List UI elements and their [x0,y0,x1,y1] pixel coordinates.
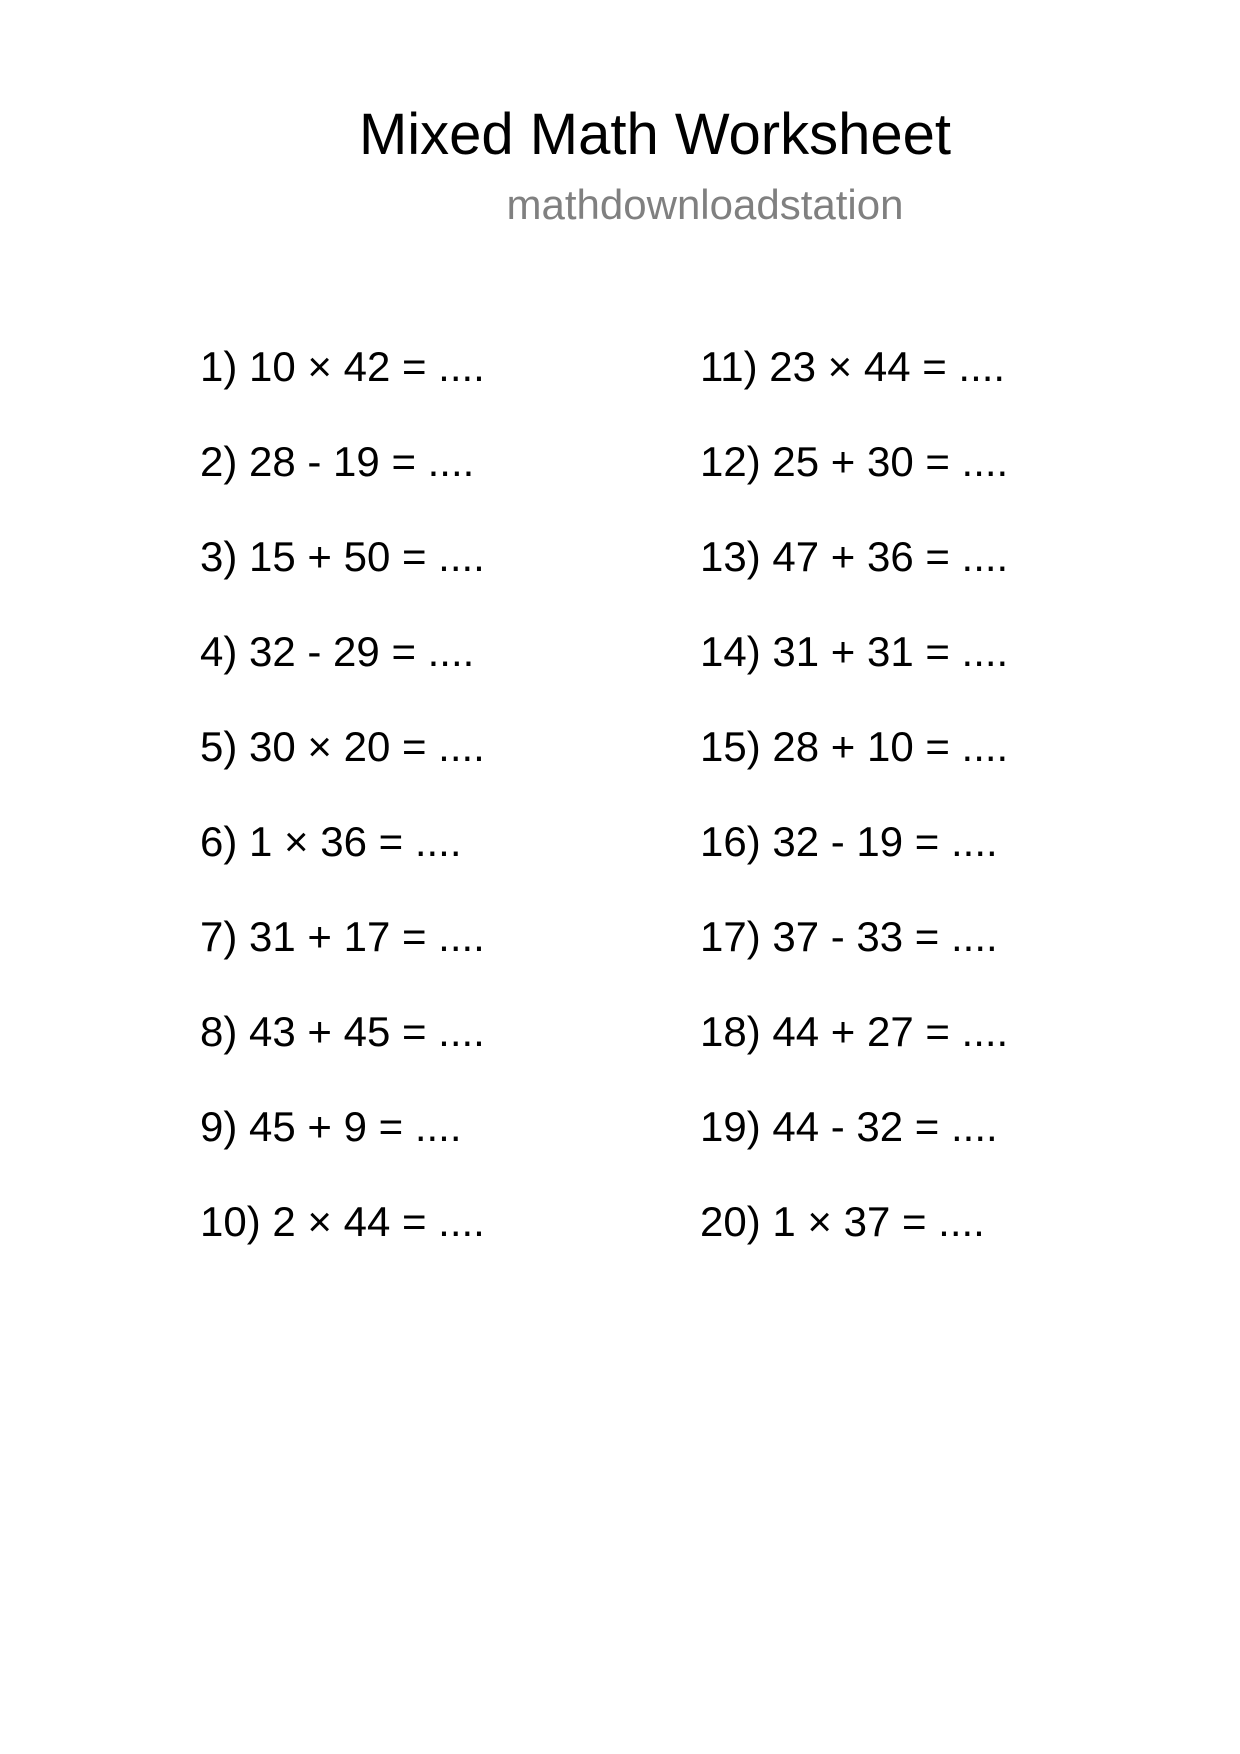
problem-16: 16) 32 - 19 = .... [700,818,998,865]
problem-13: 13) 47 + 36 = .... [700,533,1009,580]
problem-15: 15) 28 + 10 = .... [700,723,1009,770]
problem-14: 14) 31 + 31 = .... [700,628,1009,675]
problem-6: 6) 1 × 36 = .... [200,818,462,865]
problem-7: 7) 31 + 17 = .... [200,913,485,960]
page-title: Mixed Math Worksheet [358,102,952,167]
problem-17: 17) 37 - 33 = .... [700,913,998,960]
problem-4: 4) 32 - 29 = .... [200,628,475,675]
problem-8: 8) 43 + 45 = .... [200,1008,485,1055]
problem-18: 18) 44 + 27 = .... [700,1008,1009,1055]
problem-20: 20) 1 × 37 = .... [700,1198,985,1245]
problem-9: 9) 45 + 9 = .... [200,1103,462,1150]
problem-3: 3) 15 + 50 = .... [200,533,485,580]
problem-10: 10) 2 × 44 = .... [200,1198,485,1245]
problem-5: 5) 30 × 20 = .... [200,723,485,770]
problems-column-left [200,342,485,1292]
problem-12: 12) 25 + 30 = .... [700,438,1009,485]
page-subtitle: mathdownloadstation [506,181,904,228]
problem-11: 11) 23 × 44 = .... [700,343,1006,390]
problem-2: 2) 28 - 19 = .... [200,438,475,485]
problem-1: 1) 10 × 42 = .... [200,343,485,390]
problem-19: 19) 44 - 32 = .... [700,1103,998,1150]
problems-column-right [700,342,1008,1292]
